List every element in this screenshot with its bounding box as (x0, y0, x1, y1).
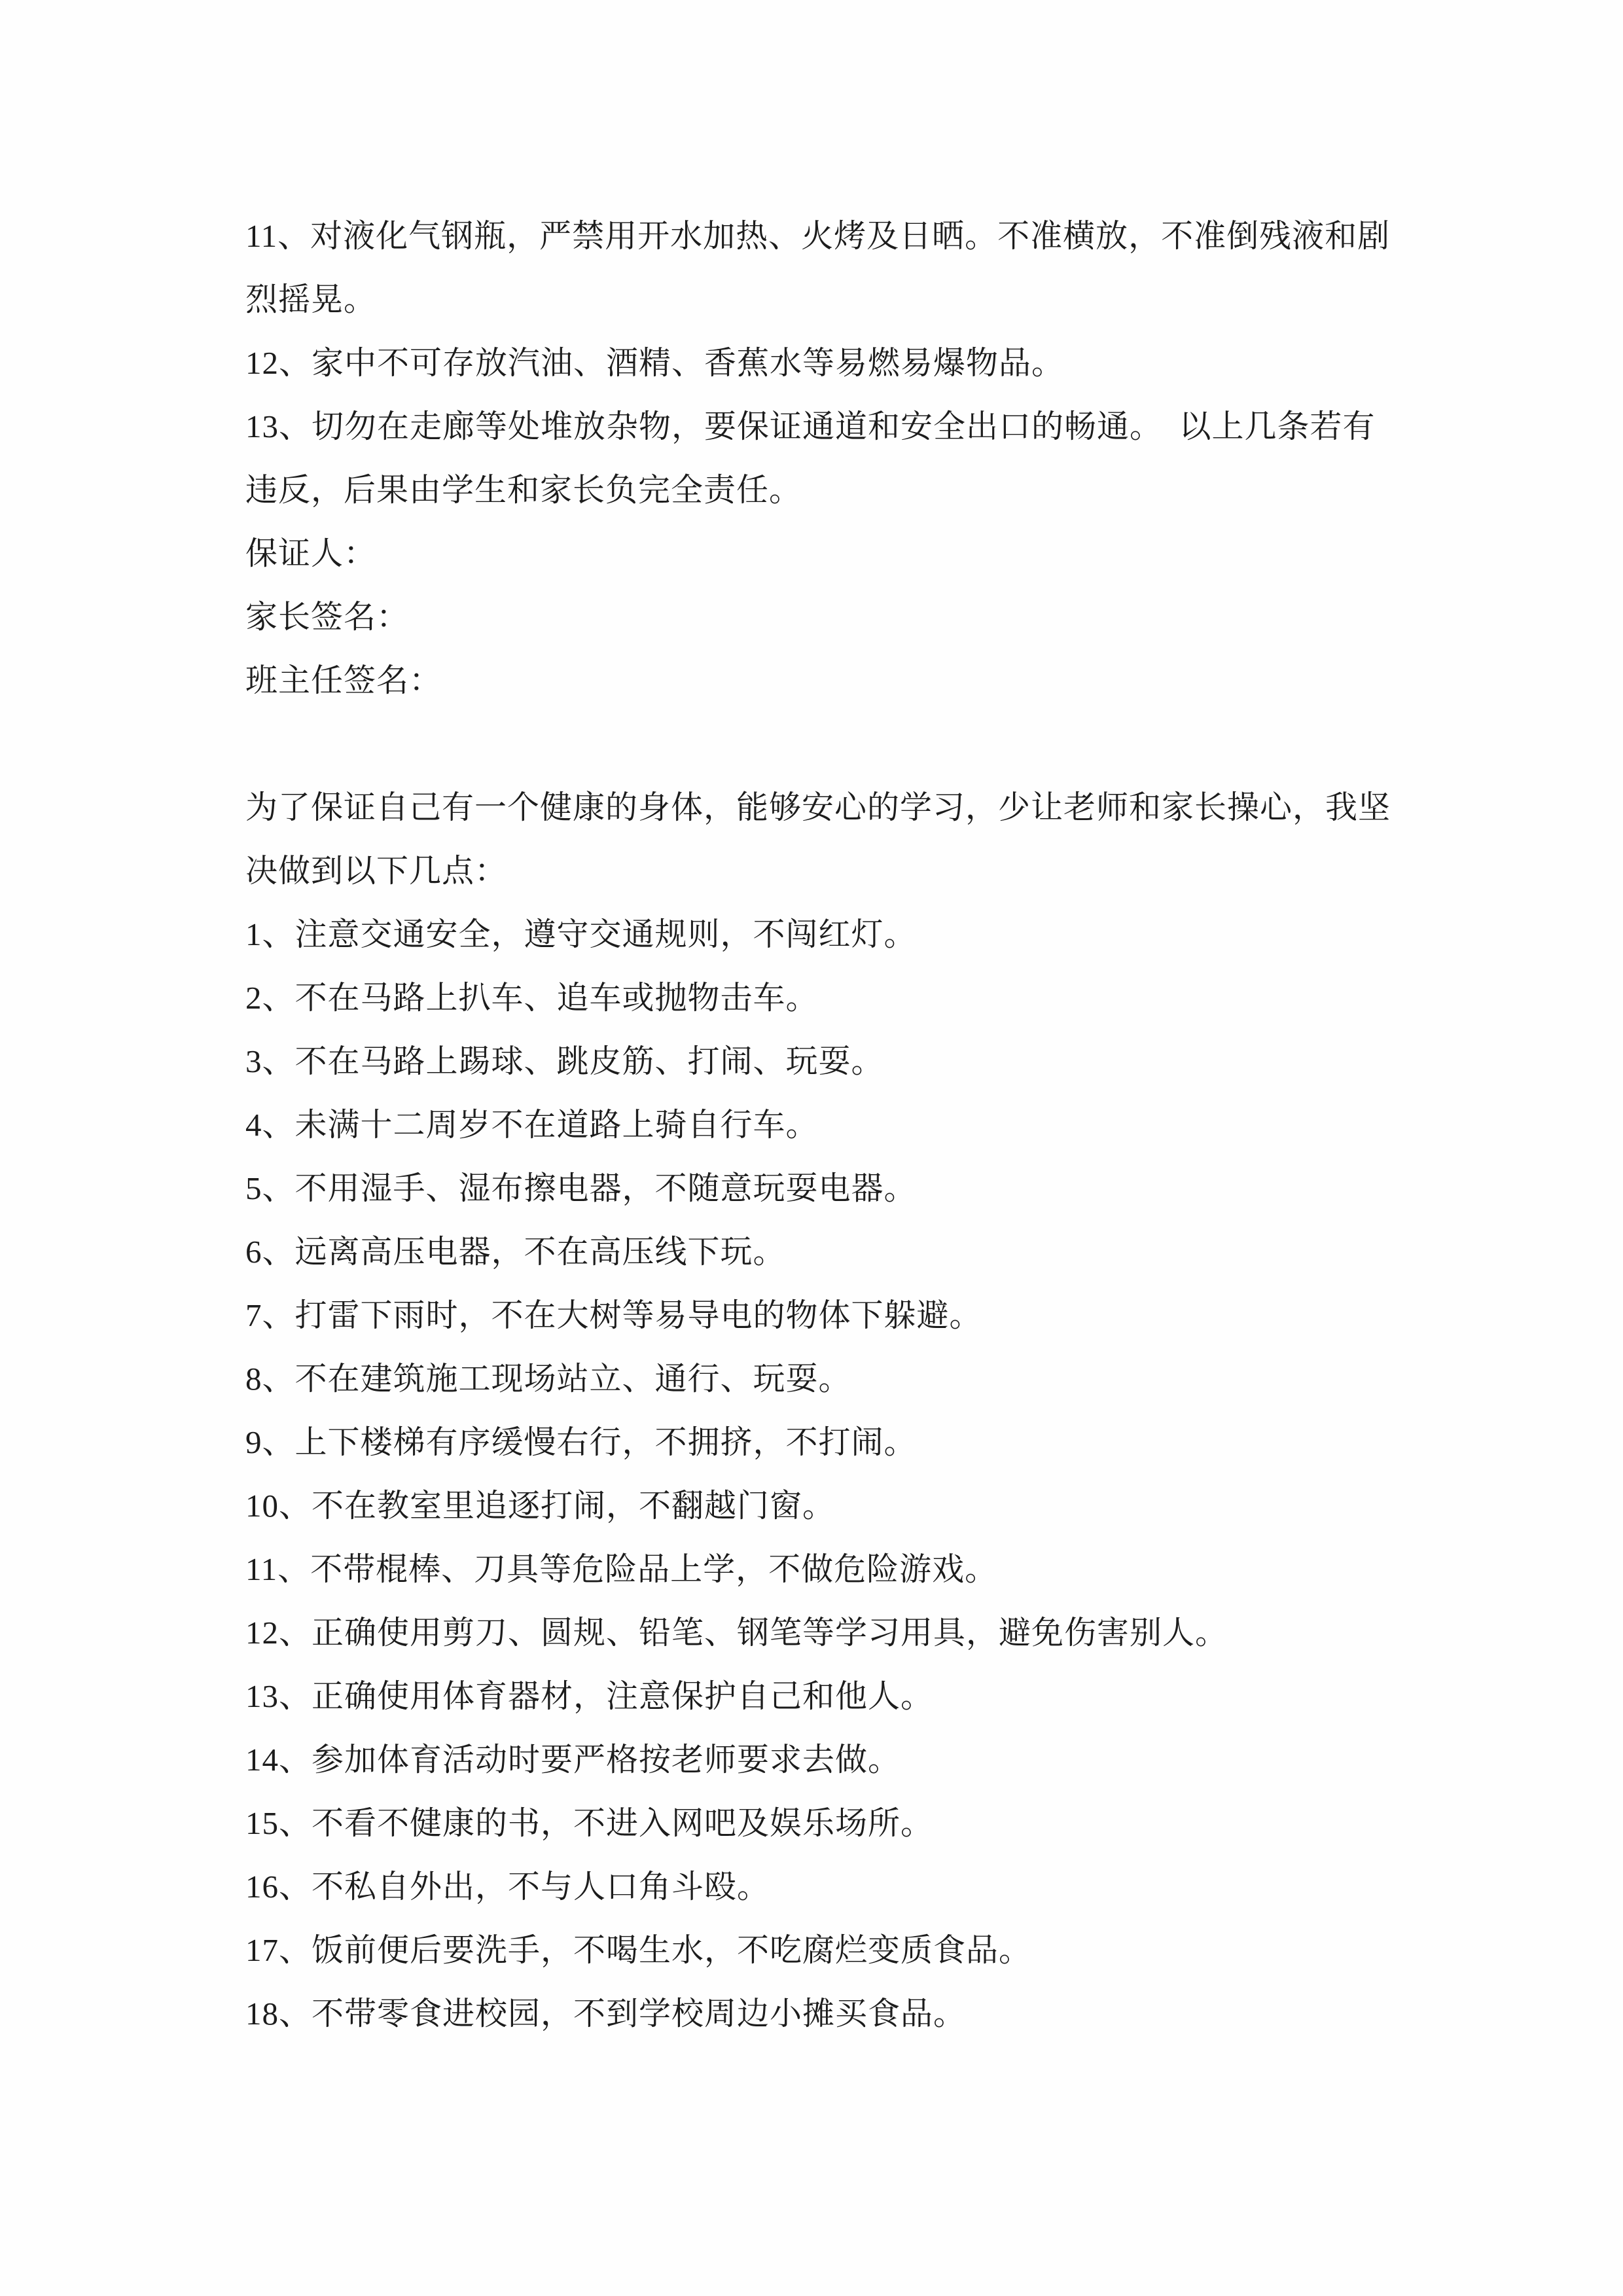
pledge-rule-9: 9、上下楼梯有序缓慢右行，不拥挤，不打闹。 (245, 1424, 917, 1460)
pledge-rule-4: 4、未满十二周岁不在道路上骑自行车。 (245, 1107, 819, 1143)
rule-13-line-1: 13、切勿在走廊等处堆放杂物，要保证通道和安全出口的畅通。 以上几条若有 (245, 408, 1376, 444)
teacher-signature-label: 班主任签名： (245, 662, 442, 698)
pledge-rule-15: 15、不看不健康的书，不进入网吧及娱乐场所。 (245, 1805, 934, 1841)
pledge-rule-16: 16、不私自外出，不与人口角斗殴。 (245, 1869, 770, 1905)
pledge-rule-2: 2、不在马路上扒车、追车或抛物击车。 (245, 980, 819, 1016)
pledge-rule-13: 13、正确使用体育器材，注意保护自己和他人。 (245, 1678, 934, 1714)
rule-11-line-1: 11、对液化气钢瓶，严禁用开水加热、火烤及日晒。不准横放，不准倒残液和剧 (245, 218, 1391, 254)
pledge-rule-10: 10、不在教室里追逐打闹，不翻越门窗。 (245, 1488, 836, 1524)
pledge-rule-14: 14、参加体育活动时要严格按老师要求去做。 (245, 1742, 901, 1778)
guarantor-signature-label: 保证人： (245, 535, 377, 571)
pledge-rule-5: 5、不用湿手、湿布擦电器，不随意玩耍电器。 (245, 1170, 917, 1206)
pledge-rule-12: 12、正确使用剪刀、圆规、铅笔、钢笔等学习用具，避免伤害别人。 (245, 1615, 1228, 1651)
pledge-rule-18: 18、不带零食进校园，不到学校周边小摊买食品。 (245, 1996, 967, 2032)
pledge-intro-line-1: 为了保证自己有一个健康的身体，能够安心的学习，少让老师和家长操心，我坚 (245, 789, 1391, 825)
pledge-rule-3: 3、不在马路上踢球、跳皮筋、打闹、玩耍。 (245, 1043, 884, 1079)
rule-11-line-2: 烈摇晃。 (245, 281, 377, 317)
pledge-rule-1: 1、注意交通安全，遵守交通规则，不闯红灯。 (245, 916, 917, 952)
document-body (245, 204, 1417, 2045)
rule-13-line-2: 违反，后果由学生和家长负完全责任。 (245, 472, 802, 508)
pledge-rule-6: 6、远离高压电器，不在高压线下玩。 (245, 1234, 786, 1270)
pledge-rule-17: 17、饭前便后要洗手，不喝生水，不吃腐烂变质食品。 (245, 1932, 1032, 1968)
pledge-rule-11: 11、不带棍棒、刀具等危险品上学，不做危险游戏。 (245, 1551, 998, 1587)
pledge-rule-7: 7、打雷下雨时，不在大树等易导电的物体下躲避。 (245, 1297, 982, 1333)
blank-line (245, 712, 1417, 776)
pledge-rule-8: 8、不在建筑施工现场站立、通行、玩耍。 (245, 1361, 851, 1397)
pledge-intro-line-2: 决做到以下几点： (245, 853, 508, 889)
rule-12: 12、家中不可存放汽油、酒精、香蕉水等易燃易爆物品。 (245, 345, 1065, 381)
parent-signature-label: 家长签名： (245, 599, 410, 635)
